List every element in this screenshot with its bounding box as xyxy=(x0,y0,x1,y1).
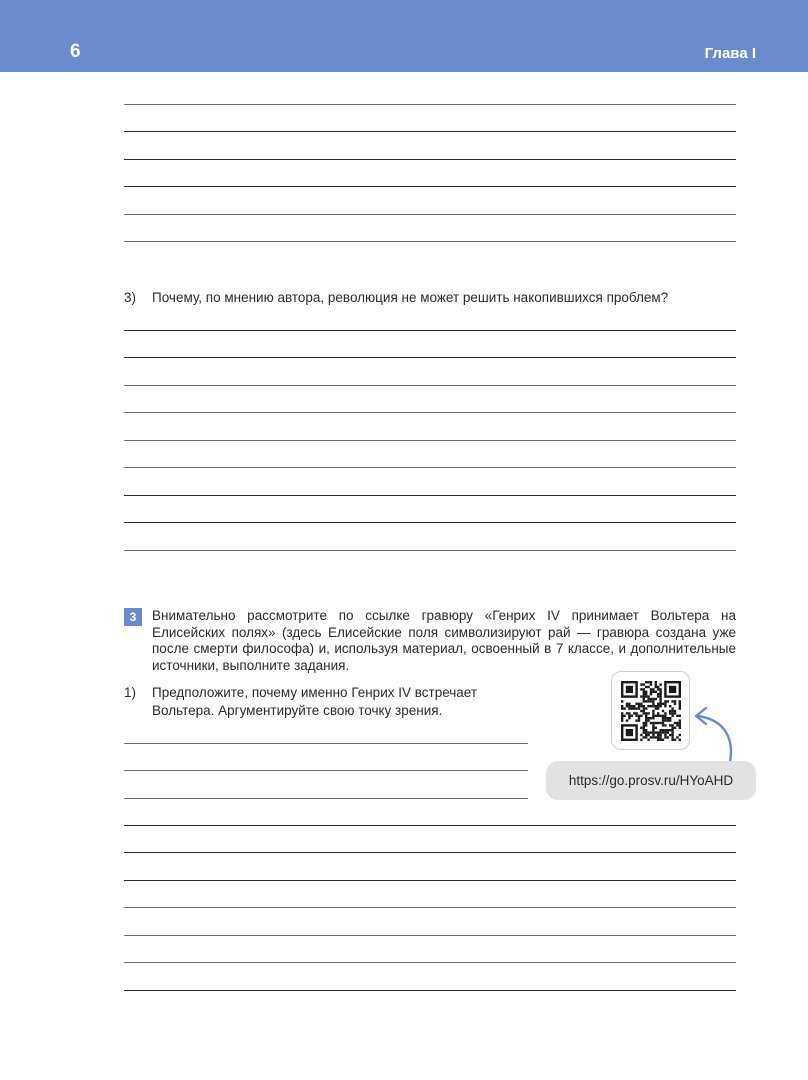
answer-line[interactable] xyxy=(124,187,736,215)
task-number-badge: 3 xyxy=(124,608,142,626)
answer-line[interactable] xyxy=(124,413,736,441)
qr-code-pattern xyxy=(621,681,681,741)
answer-line[interactable] xyxy=(124,523,736,551)
answer-line[interactable] xyxy=(124,215,736,243)
answer-line[interactable] xyxy=(124,331,736,359)
answer-line[interactable] xyxy=(124,132,736,160)
answer-line[interactable] xyxy=(124,358,736,386)
answer-line[interactable] xyxy=(124,386,736,414)
answer-line[interactable] xyxy=(124,826,736,854)
question-number: 3) xyxy=(124,290,137,305)
answer-line[interactable] xyxy=(124,468,736,496)
answer-line[interactable] xyxy=(124,798,736,826)
answer-line[interactable] xyxy=(124,160,736,188)
curved-arrow-icon xyxy=(690,704,740,764)
question-number: 1) xyxy=(124,685,137,700)
link-url-button[interactable]: https://go.prosv.ru/HYoAHD xyxy=(546,761,756,800)
answer-line[interactable] xyxy=(124,853,736,881)
answer-lines-block[interactable] xyxy=(124,798,736,991)
answer-line[interactable] xyxy=(124,77,736,105)
answer-lines-block[interactable] xyxy=(124,303,736,551)
chapter-title: Глава I xyxy=(704,45,756,62)
answer-line[interactable] xyxy=(124,441,736,469)
answer-line[interactable] xyxy=(124,881,736,909)
answer-lines-block[interactable] xyxy=(124,716,528,799)
question-text: Почему, по мнению автора, революция не может решить накопившихся проблем? xyxy=(152,290,669,305)
page-number: 6 xyxy=(70,41,81,62)
answer-line[interactable] xyxy=(124,303,736,331)
answer-line[interactable] xyxy=(124,936,736,964)
answer-line[interactable] xyxy=(124,744,528,772)
answer-line[interactable] xyxy=(124,496,736,524)
question-text: Предположите, почему именно Генрих IV встречает Вольтера. Аргументируйте свою точку зрения. xyxy=(152,685,478,718)
answer-line[interactable] xyxy=(124,771,528,799)
answer-line[interactable] xyxy=(124,963,736,991)
chapter-header-bar xyxy=(0,0,808,72)
answer-line[interactable] xyxy=(124,908,736,936)
answer-lines-block[interactable] xyxy=(124,77,736,242)
answer-line[interactable] xyxy=(124,716,528,744)
task-instructions: Внимательно рассмотрите по ссылке гравюру «Генрих IV принимает Вольтера на Елисейских полях» (здесь Елисейские поля символизируют рай — гравюра создана уже после смерти философа) и, используя материал, освоенный в 7 классе, и дополнительные источники, выполните задания. xyxy=(152,608,736,673)
qr-code-icon[interactable] xyxy=(611,671,690,750)
answer-line[interactable] xyxy=(124,105,736,133)
